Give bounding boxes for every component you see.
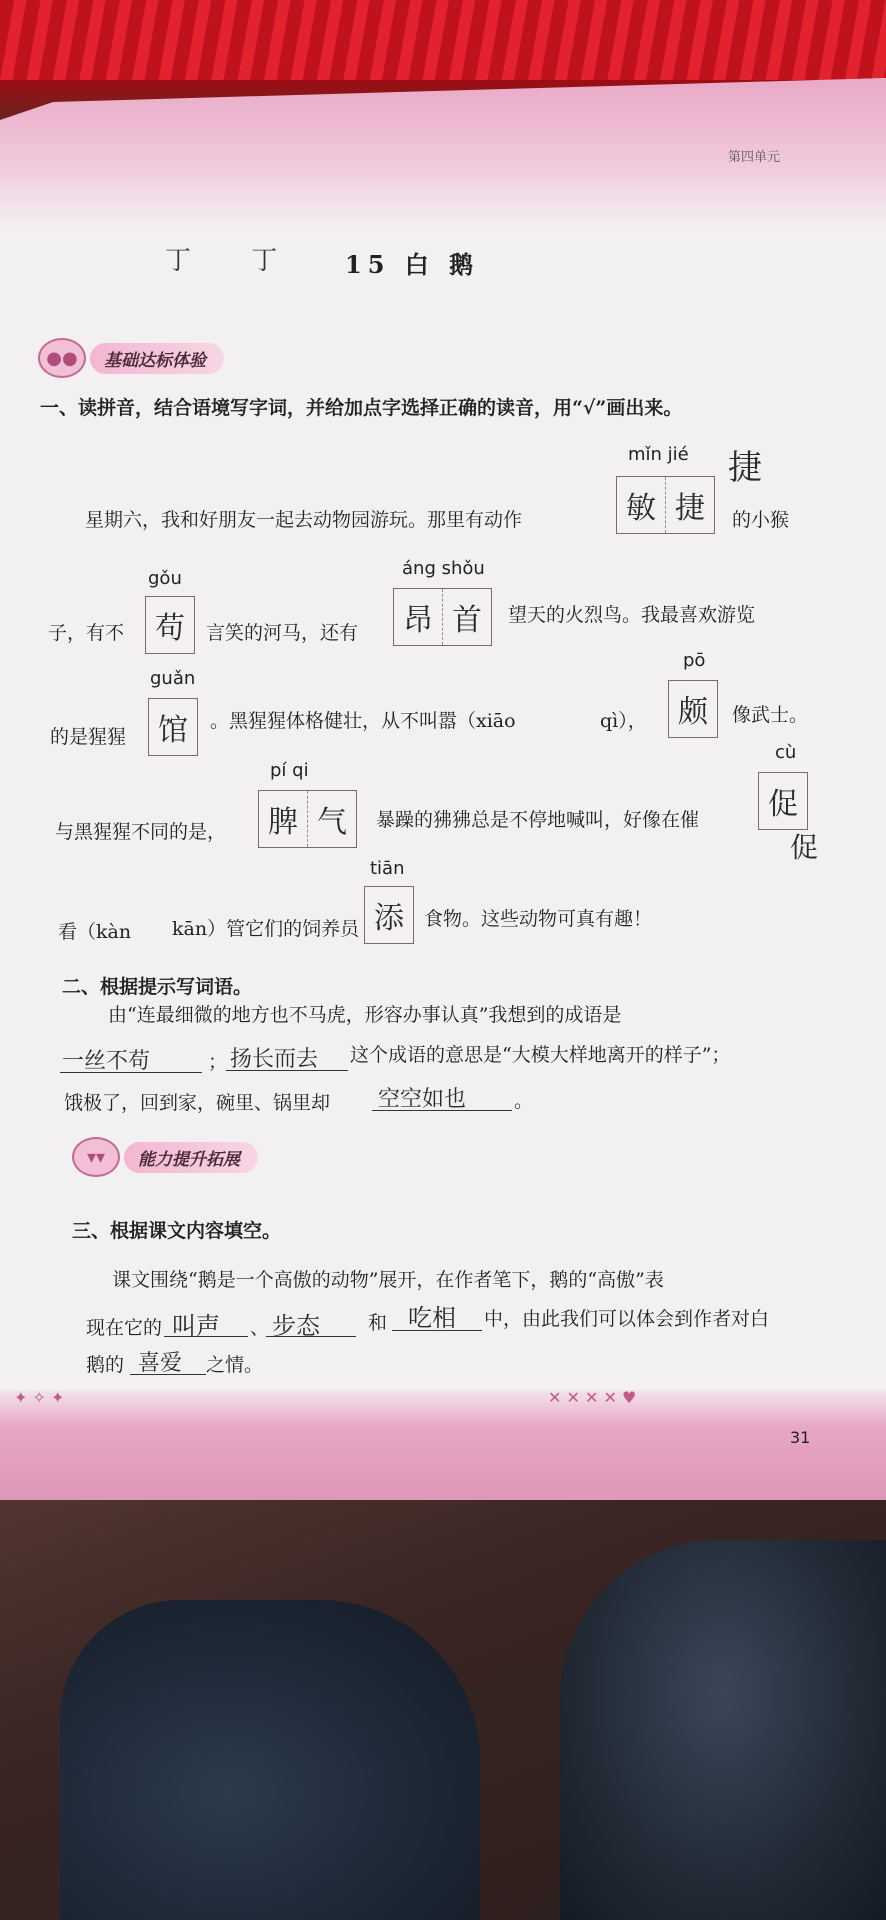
question-2-title: 二、根据提示写词语。 [62, 976, 253, 998]
page-bottom-band [0, 1390, 886, 1500]
q2-line-1: 由“连最细微的地方也不马虎，形容办事认真”我想到的成语是 [108, 1004, 622, 1026]
answer-cell: 捷 [675, 491, 705, 526]
panda-icon: ●● [38, 338, 86, 378]
pinyin-angshou: áng shǒu [402, 558, 485, 579]
answer-cell: 昂 [394, 589, 443, 645]
answer-cell: 苟 [155, 611, 185, 646]
handwritten-correction-jie: 捷 [728, 448, 762, 488]
text-line-3d: 像武士。 [732, 704, 809, 726]
answer-box-po [668, 680, 718, 738]
answer-cell: 脾 [259, 791, 308, 847]
text-line-3c: qì）， [600, 710, 647, 732]
answer-cell: 馆 [158, 713, 188, 748]
handwritten-correction-cu: 促 [790, 831, 819, 864]
text-line-3a: 的是猩猩 [50, 726, 127, 748]
page-number: 31 [790, 1428, 811, 1447]
q2-line-2-end: 这个成语的意思是“大模大样地离开的样子”； [350, 1044, 731, 1066]
text-line-3b: 。黑猩猩体格健壮，从不叫嚣（xiāo [210, 710, 516, 732]
answer-cell: 敏 [617, 477, 666, 533]
handwritten-answer: 扬长而去 [230, 1047, 319, 1072]
q2-line-3-end: 。 [514, 1090, 534, 1112]
background-leg-right [560, 1540, 886, 1920]
q3-separator: 、 [250, 1317, 270, 1339]
question-1-title: 一、读拼音，结合语境写字词，并给加点字选择正确的读音，用“√”画出来。 [40, 397, 683, 419]
answer-cell: 首 [452, 603, 482, 638]
text-line-2c: 望天的火烈鸟。我最喜欢游览 [508, 604, 756, 626]
text-line-5b: kān）管它们的饲养员 [172, 918, 360, 940]
pinyin-gou: gǒu [148, 568, 182, 589]
answer-box-guan [148, 698, 198, 756]
text-line-2b: 言笑的河马，还有 [206, 622, 359, 644]
q3-line-2-end: 中，由此我们可以体会到作者对白 [484, 1308, 770, 1330]
q3-line-3-end: 之情。 [206, 1354, 264, 1376]
answer-box-minjie [616, 476, 715, 534]
handwritten-answer: 步态 [272, 1312, 320, 1340]
q3-line-2a: 现在它的 [86, 1317, 163, 1339]
q3-line-1: 课文围绕“鹅是一个高傲的动物”展开，在作者笔下，鹅的“高傲”表 [112, 1269, 664, 1291]
text-line-5c: 食物。这些动物可真有趣！ [424, 908, 653, 930]
pinyin-minjie: mǐn jié [628, 444, 689, 465]
q2-line-3: 饿极了，回到家，碗里、锅里却 [64, 1092, 331, 1114]
text-line-2a: 子，有不 [48, 622, 125, 644]
q3-and: 和 [368, 1312, 388, 1334]
section-banner-label: 能力提升拓展 [124, 1142, 258, 1173]
text-line-1: 星期六，我和好朋友一起去动物园游玩。那里有动作 [85, 509, 523, 531]
text-line-5a: 看（kàn [58, 921, 132, 943]
question-3-title: 三、根据课文内容填空。 [72, 1220, 282, 1242]
q3-line-3a: 鹅的 [86, 1354, 125, 1376]
unit-label: 第四单元 [728, 150, 781, 165]
pinyin-guan: guǎn [150, 668, 196, 689]
text-line-4b: 暴躁的狒狒总是不停地喊叫，好像在催 [376, 809, 700, 831]
answer-box-gou [145, 596, 195, 654]
handwritten-mark: 丁 丁 [165, 246, 304, 276]
handwritten-answer: 一丝不苟 [62, 1049, 151, 1074]
text-line-4a: 与黑猩猩不同的是， [55, 821, 227, 843]
answer-cell: 添 [374, 901, 404, 936]
answer-box-piqi [258, 790, 357, 848]
heart-icon: ✦ ✧ ✦ [14, 1388, 65, 1407]
answer-cell: 颇 [678, 695, 708, 730]
text-line-1-end: 的小猴 [732, 509, 790, 531]
answer-box-tian [364, 886, 414, 944]
handwritten-answer: 吃相 [408, 1304, 456, 1332]
deer-icon: ▾▾ [72, 1137, 120, 1177]
answer-cell: 促 [768, 787, 798, 822]
lesson-title: 15 白 鹅 [345, 250, 480, 279]
pinyin-tian: tiān [370, 858, 405, 879]
section-banner-advanced [72, 1137, 258, 1177]
section-banner-basic [38, 338, 224, 378]
answer-box-cu [758, 772, 808, 830]
q2-separator: ； [208, 1051, 228, 1073]
pinyin-piqi: pí qi [270, 760, 309, 781]
answer-box-angshou [393, 588, 492, 646]
pinyin-po: pō [683, 650, 706, 671]
section-banner-label: 基础达标体验 [90, 343, 224, 374]
handwritten-answer: 空空如也 [378, 1087, 467, 1112]
handwritten-answer: 喜爱 [138, 1351, 183, 1376]
bird-icon: ✕ ✕ ✕ ✕ ♥ [548, 1388, 637, 1407]
background-leg [60, 1600, 480, 1920]
pinyin-cu: cù [775, 742, 797, 763]
handwritten-answer: 叫声 [172, 1312, 220, 1340]
answer-cell: 气 [317, 805, 347, 840]
